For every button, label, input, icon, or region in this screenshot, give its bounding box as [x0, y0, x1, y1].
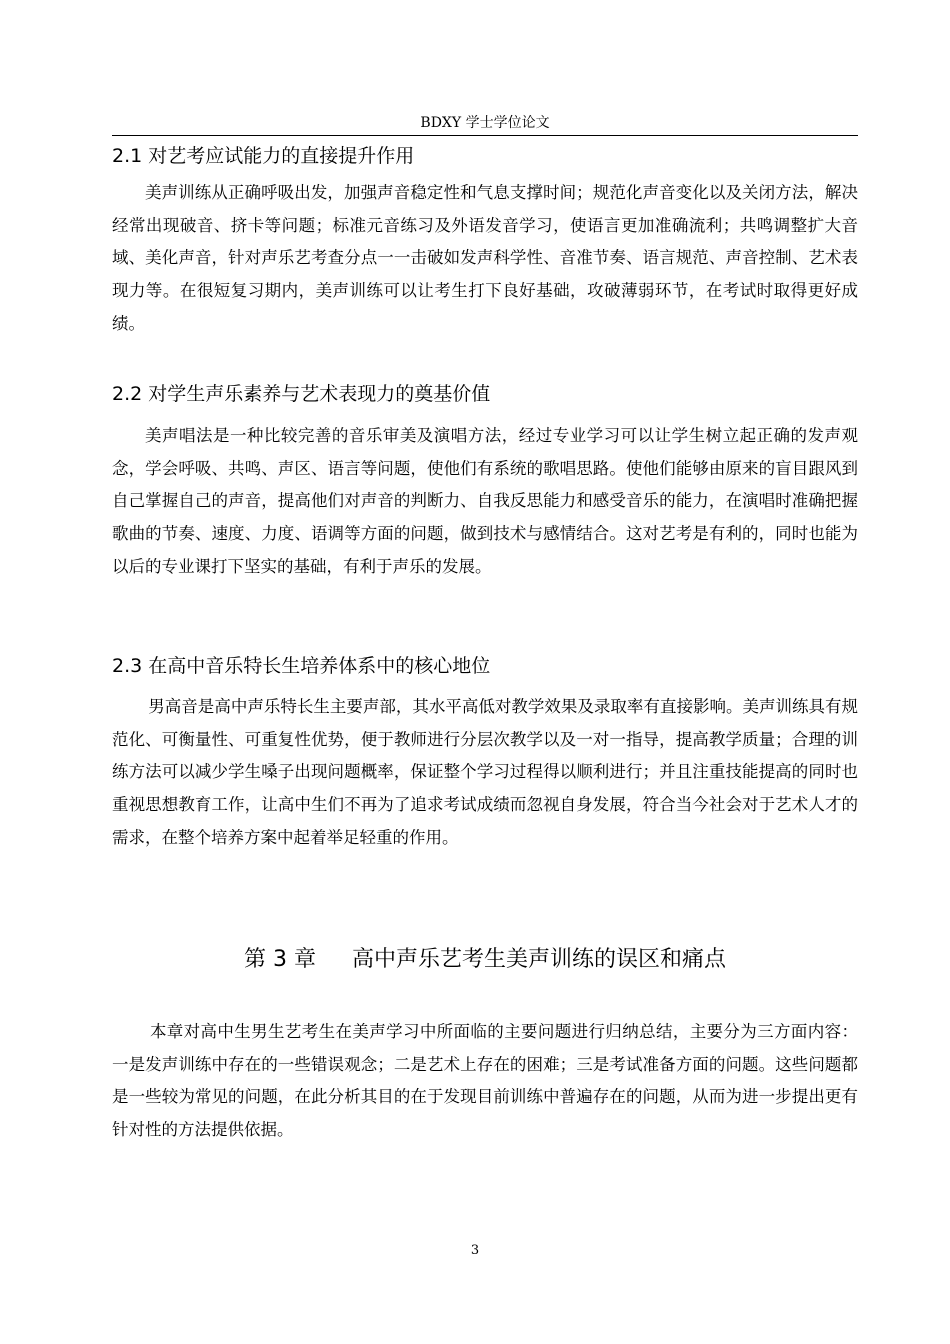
chapter-heading [112, 945, 858, 975]
header-rule [112, 135, 858, 136]
chapter-title: 高中声乐艺考生美声训练的误区和痛点 [351, 947, 726, 972]
section-heading-2-3: 2.3 在高中音乐特长生培养体系中的核心地位 [112, 655, 491, 677]
section-heading-2-1: 2.1 对艺考应试能力的直接提升作用 [112, 145, 415, 167]
section-paragraph-2-1: 美声训练从正确呼吸出发，加强声音稳定性和气息支撑时间；规范化声音变化以及关闭方法，解决经常出现破音、挤卡等问题；标准元音练习及外语发音学习，使语言更加准确流利；共鸣调整扩大音域、美化声音，针对声乐艺考查分点一一击破如发声科学性、音准节奏、语言规范、声音控制、艺术表现力等。在很短复习期内，美声训练可以让考生打下良好基础，攻破薄弱环节，在考试时取得更好成绩。 [112, 183, 858, 333]
section-paragraph-2-3: 男高音是高中声乐特长生主要声部，其水平高低对教学效果及录取率有直接影响。美声训练具有规范化、可衡量性、可重复性优势，便于教师进行分层次教学以及一对一指导，提高教学质量；合理的训练方法可以减少学生嗓子出现问题概率，保证整个学习过程得以顺利进行；并且注重技能提高的同时也重视思想教育工作，让高中生们不再为了追求考试成绩而忽视自身发展，符合当今社会对于艺术人才的需求，在整个培养方案中起着举足轻重的作用。 [112, 697, 858, 847]
page-number: 3 [470, 1243, 480, 1258]
chapter-intro-paragraph: 本章对高中生男生艺考生在美声学习中所面临的主要问题进行归纳总结，主要分为三方面内容：一是发声训练中存在的一些错误观念；二是艺术上存在的困难；三是考试准备方面的问题。这些问题都是一些较为常见的问题，在此分析其目的在于发现目前训练中普遍存在的问题，从而为进一步提出更有针对性的方法提供依据。 [112, 1022, 858, 1140]
section-heading-2-2: 2.2 对学生声乐素养与艺术表现力的奠基价值 [112, 383, 491, 405]
running-header: BDXY 学士学位论文 [420, 115, 550, 131]
section-paragraph-2-2: 美声唱法是一种比较完善的音乐审美及演唱方法，经过专业学习可以让学生树立起正确的发声观念，学会呼吸、共鸣、声区、语言等问题，使他们有系统的歌唱思路。使他们能够由原来的盲目跟风到自己掌握自己的声音，提高他们对声音的判断力、自我反思能力和感受音乐的能力，在演唱时准确把握歌曲的节奏、速度、力度、语调等方面的问题，做到技术与感情结合。这对艺考是有利的，同时也能为以后的专业课打下坚实的基础，有利于声乐的发展。 [112, 426, 858, 576]
chapter-number: 第 3 章 [244, 947, 316, 972]
